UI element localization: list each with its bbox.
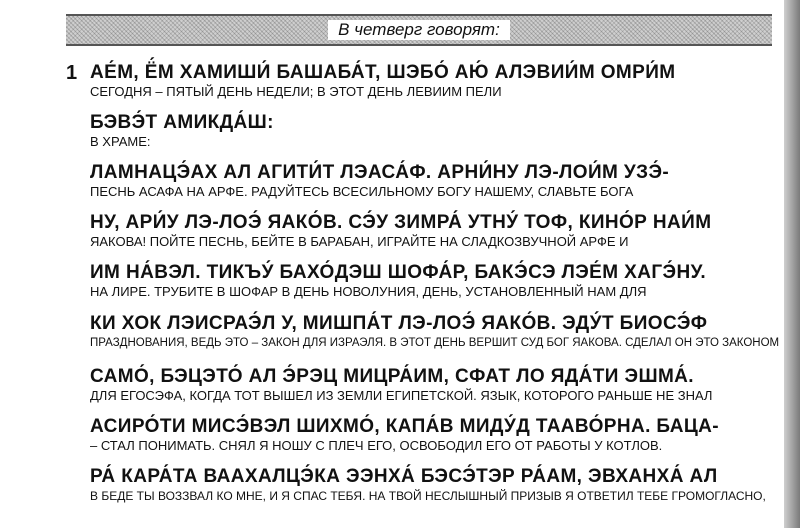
section-header: [66, 14, 772, 46]
translation-line: ПЕСНЬ АСАФА НА АРФЕ. РАДУЙТЕСЬ ВСЕСИЛЬНОМУ БОГУ НАШЕМУ, СЛАВЬТЕ БОГА: [90, 184, 634, 199]
transliteration-line: САМО́, БЭЦЭТО́ АЛ Э́РЭЦ МИЦРА́ИМ, СФАТ ЛО ЯДА́ТИ ЭШМА́.: [90, 366, 694, 387]
translation-line: НА ЛИРЕ. ТРУБИТЕ В ШОФАР В ДЕНЬ НОВОЛУНИЯ, ДЕНЬ, УСТАНОВЛЕННЫЙ НАМ ДЛЯ: [90, 284, 647, 299]
line-pair-1: [90, 62, 780, 100]
line-pair-8: [90, 416, 780, 454]
translation-line: В ХРАМЕ:: [90, 134, 151, 149]
transliteration-line: ИМ НА́ВЭЛ. ТИКЪУ́ БАХО́ДЭШ ШОФА́Р, БАКЭ́СЭ ЛЭЕ́М ХАГЭ́НУ.: [90, 262, 707, 283]
translation-line: В БЕДЕ ТЫ ВОЗЗВАЛ КО МНЕ, И Я СПАС ТЕБЯ. НА ТВОЙ НЕСЛЫШНЫЙ ПРИЗЫВ Я ОТВЕТИЛ ТЕБЕ ГРОМОГЛАСНО,: [90, 489, 766, 503]
line-pair-7: [90, 366, 780, 404]
line-pair-2: [90, 112, 780, 150]
transliteration-line: НУ, АРИ́У ЛЭ-ЛОЭ́ ЯАКО́В. СЭ́У ЗИМРА́ УТНУ́ ТОФ, КИНО́Р НАИ́М: [90, 212, 712, 233]
transliteration-line: КИ ХОК ЛЭИСРАЭ́Л У, МИШПА́Т ЛЭ-ЛОЭ́ ЯАКО́В. ЭДУ́Т БИОСЭ́Ф: [90, 313, 708, 334]
translation-line: ЯАКОВА! ПОЙТЕ ПЕСНЬ, БЕЙТЕ В БАРАБАН, ИГРАЙТЕ НА СЛАДКОЗВУЧНОЙ АРФЕ И: [90, 234, 629, 249]
line-pair-5: [90, 262, 780, 300]
transliteration-line: АСИРО́ТИ МИСЭ́ВЭЛ ШИХМО́, КАПА́В МИДУ́Д ТААВО́РНА. БАЦА-: [90, 416, 720, 437]
line-pair-3: [90, 162, 780, 200]
transliteration-line: ЛАМНАЦЭ́АХ АЛ АГИТИ́Т ЛЭАСА́Ф. АРНИ́НУ ЛЭ-ЛОИ́М УЗЭ́-: [90, 162, 670, 183]
section-header-title: В четверг говорят:: [328, 20, 510, 40]
translation-line: – СТАЛ ПОНИМАТЬ. СНЯЛ Я НОШУ С ПЛЕЧ ЕГО, ОСВОБОДИЛ ЕГО ОТ РАБОТЫ У КОТЛОВ.: [90, 438, 663, 453]
transliteration-line: АЕ́М, Ё́М ХАМИШИ́ БАШАБА́Т, ШЭБО́ АЮ́ АЛЭВИИ́М ОМРИ́М: [90, 62, 676, 83]
translation-line: ДЛЯ ЕГОСЭФА, КОГДА ТОТ ВЫШЕЛ ИЗ ЗЕМЛИ ЕГИПЕТСКОЙ. ЯЗЫК, КОТОРОГО РАНЬШЕ НЕ ЗНАЛ: [90, 388, 713, 403]
verse-number: 1: [66, 62, 78, 84]
translation-line: СЕГОДНЯ – ПЯТЫЙ ДЕНЬ НЕДЕЛИ; В ЭТОТ ДЕНЬ ЛЕВИИМ ПЕЛИ: [90, 84, 502, 99]
page-edge-shadow: [784, 0, 800, 528]
translation-line: ПРАЗДНОВАНИЯ, ВЕДЬ ЭТО – ЗАКОН ДЛЯ ИЗРАЭЛЯ. В ЭТОТ ДЕНЬ ВЕРШИТ СУД БОГ ЯАКОВА. СДЕЛАЛ ОН ЭТО ЗАКОНОМ: [90, 337, 780, 349]
line-pair-4: [90, 212, 780, 250]
transliteration-line: РА́ КАРА́ТА ВААХАЛЦЭ́КА ЭЭНХА́ БЭСЭ́ТЭР РА́АМ, ЭВХАНХА́ АЛ: [90, 466, 718, 487]
line-pair-9: [90, 466, 780, 504]
transliteration-line: БЭВЭ́Т АМИКДА́Ш:: [90, 112, 274, 133]
line-pair-6: [90, 313, 780, 351]
